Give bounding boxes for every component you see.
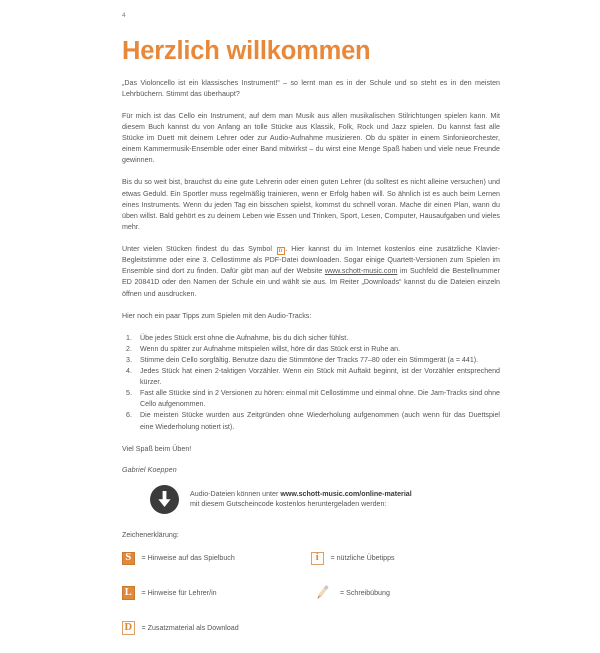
legend-cell-empty (311, 621, 500, 635)
list-item-text: Jedes Stück hat einen 2-taktigen Vorzähler. Wenn ein Stück mit Auftakt beginnt, ist der Vorzähler entsprechend kürzer. (140, 367, 500, 387)
download-banner-line2: mit diesem Gutscheincode kostenlos heruntergeladen werden: (190, 500, 387, 509)
tips-list (122, 333, 500, 433)
l-badge-icon: L (122, 586, 135, 600)
legend-heading: Zeichenerklärung: (122, 530, 179, 539)
list-item (122, 388, 500, 410)
list-item-text: Die meisten Stücke wurden aus Zeitgründen ohne Wiederholung aufgenommen (auch wenn für das Duettspiel eine Wiederholung notiert ist). (140, 411, 500, 431)
author-signature: Gabriel Koeppen (122, 465, 177, 474)
legend-row (122, 583, 500, 603)
paragraph-intro: „Das Violoncello ist ein klassisches Instrument!“ – so lernt man es in der Schule und so steht es in den meisten Lehrbüchern. Stimmt das überhaupt? (122, 78, 500, 98)
pencil-icon (311, 583, 333, 603)
closing-wish: Viel Spaß beim Üben! (122, 444, 192, 453)
list-item-text: Fast alle Stücke sind in 2 Versionen zu hören: einmal mit Cellostimme und einmal ohne. Die Jam-Tracks sind ohne Cello aufgenommen. (140, 389, 500, 409)
list-item-number: 1. (126, 333, 132, 342)
legend-item-label: = Hinweise auf das Spielbuch (141, 554, 235, 563)
download-banner (122, 485, 500, 514)
legend-row (122, 552, 500, 566)
d-symbol-inline-icon: D (277, 247, 285, 256)
list-item-number: 5. (126, 389, 132, 398)
list-item-number: 4. (126, 367, 132, 376)
page-number: 4 (122, 12, 126, 19)
paragraph-practice-advice: Bis du so weit bist, brauchst du eine gute Lehrerin oder einen guten Lehrer (du solltest es nicht alleine versuchen) und etwas Geduld. Ein Sportler muss regelmäßig trainieren, wenn er Erfolg haben will. So ähnlich ist es auch beim Lernen eines Instruments. Wenn du jeden Tag ein bisschen spielst, kommst du schnell voran. Mache dir einen Plan, wann du üben willst. Bald gehört es zu deinem Leben wie Essen und Trinken, Sport, Lesen, Computer, Hausaufgaben und vieles mehr. (122, 178, 500, 231)
s-badge-icon: S (122, 552, 135, 566)
paragraph-about-cello: Für mich ist das Cello ein Instrument, auf dem man Musik aus allen musikalischen Stilrichtungen spielen kann. Mit diesem Buch kannst du von Anfang an tolle Stücke aus Klassik, Folk, Rock und Jazz spielen. Du kannst fast alle Stücke im Duett mit deinem Lehrer oder zur Audio-Aufnahme musizieren. Ob du später in einem Sinfonieorchester, einem Kammermusik-Ensemble oder einer Band mitwirkst – du wirst eine Menge Spaß haben und viele neue Freunde gewinnen. (122, 111, 500, 165)
list-item-text: Wenn du später zur Aufnahme mitspielen willst, höre dir das Stück erst in Ruhe an. (140, 344, 401, 353)
paragraph-download-part-c: im Suchfeld die Bestellnummer ED 20841D oder den Namen der Schule ein und wählt sie aus. Im Reiter „Downloads“ kannst du die Dateien einzeln öffnen und ausdrucken. (122, 267, 500, 298)
legend-item-label: = nützliche Übetipps (330, 554, 395, 563)
schott-music-link[interactable]: www.schott-music.com (324, 267, 398, 276)
list-item-number: 3. (126, 355, 132, 364)
legend-row (122, 621, 500, 635)
list-item-number: 2. (126, 344, 132, 353)
paragraph-download-part-b: . Hier kannst du im Internet kostenlos eine zusätzliche Klavier-Begleitstimme oder eine 3. Cellostimme als PDF-Datei downloaden. Sogar einige Quartett-Versionen zum Spielen im Ensemble sind dort zu finden. Dafür gibt man auf der Website (122, 244, 500, 276)
download-arrow-icon (150, 485, 179, 514)
page-title: Herzlich willkommen (122, 37, 371, 65)
legend-item-lehrer (122, 583, 311, 603)
list-item (122, 355, 500, 366)
download-banner-line1 (190, 489, 412, 500)
download-banner-line1-prefix: Audio-Dateien können unter (190, 489, 281, 498)
paragraph-download-part-a: Unter vielen Stücken findest du das Symbol (122, 244, 276, 253)
page-content (122, 12, 500, 653)
download-banner-text (190, 489, 412, 510)
online-material-link[interactable]: www.schott-music.com/online-material (280, 489, 412, 498)
list-item (122, 410, 500, 432)
list-item (122, 333, 500, 344)
legend-item-spielbuch (122, 552, 311, 566)
list-item-number: 6. (126, 411, 132, 420)
legend-item-label: = Hinweise für Lehrer/in (141, 589, 217, 598)
legend-item-schreibuebung (311, 583, 500, 603)
list-item (122, 344, 500, 355)
legend-item-uebetipps (311, 552, 500, 566)
legend-item-label: = Zusatzmaterial als Download (141, 623, 239, 632)
legend-section (122, 552, 500, 635)
paragraph-tips-lead: Hier noch ein paar Tipps zum Spielen mit den Audio-Tracks: (122, 311, 312, 320)
list-item-text: Stimme dein Cello sorgfältig. Benutze dazu die Stimmtöne der Tracks 77–80 oder ein Stimmgerät (a = 441). (140, 355, 479, 364)
d-badge-icon: D (122, 621, 135, 635)
legend-item-zusatzmaterial (122, 621, 311, 635)
list-item-text: Übe jedes Stück erst ohne die Aufnahme, bis du dich sicher fühlst. (140, 333, 349, 342)
legend-item-label: = Schreibübung (340, 589, 390, 598)
paragraph-download-symbol-info (122, 244, 500, 300)
info-badge-icon: i (311, 552, 324, 566)
list-item (122, 366, 500, 388)
